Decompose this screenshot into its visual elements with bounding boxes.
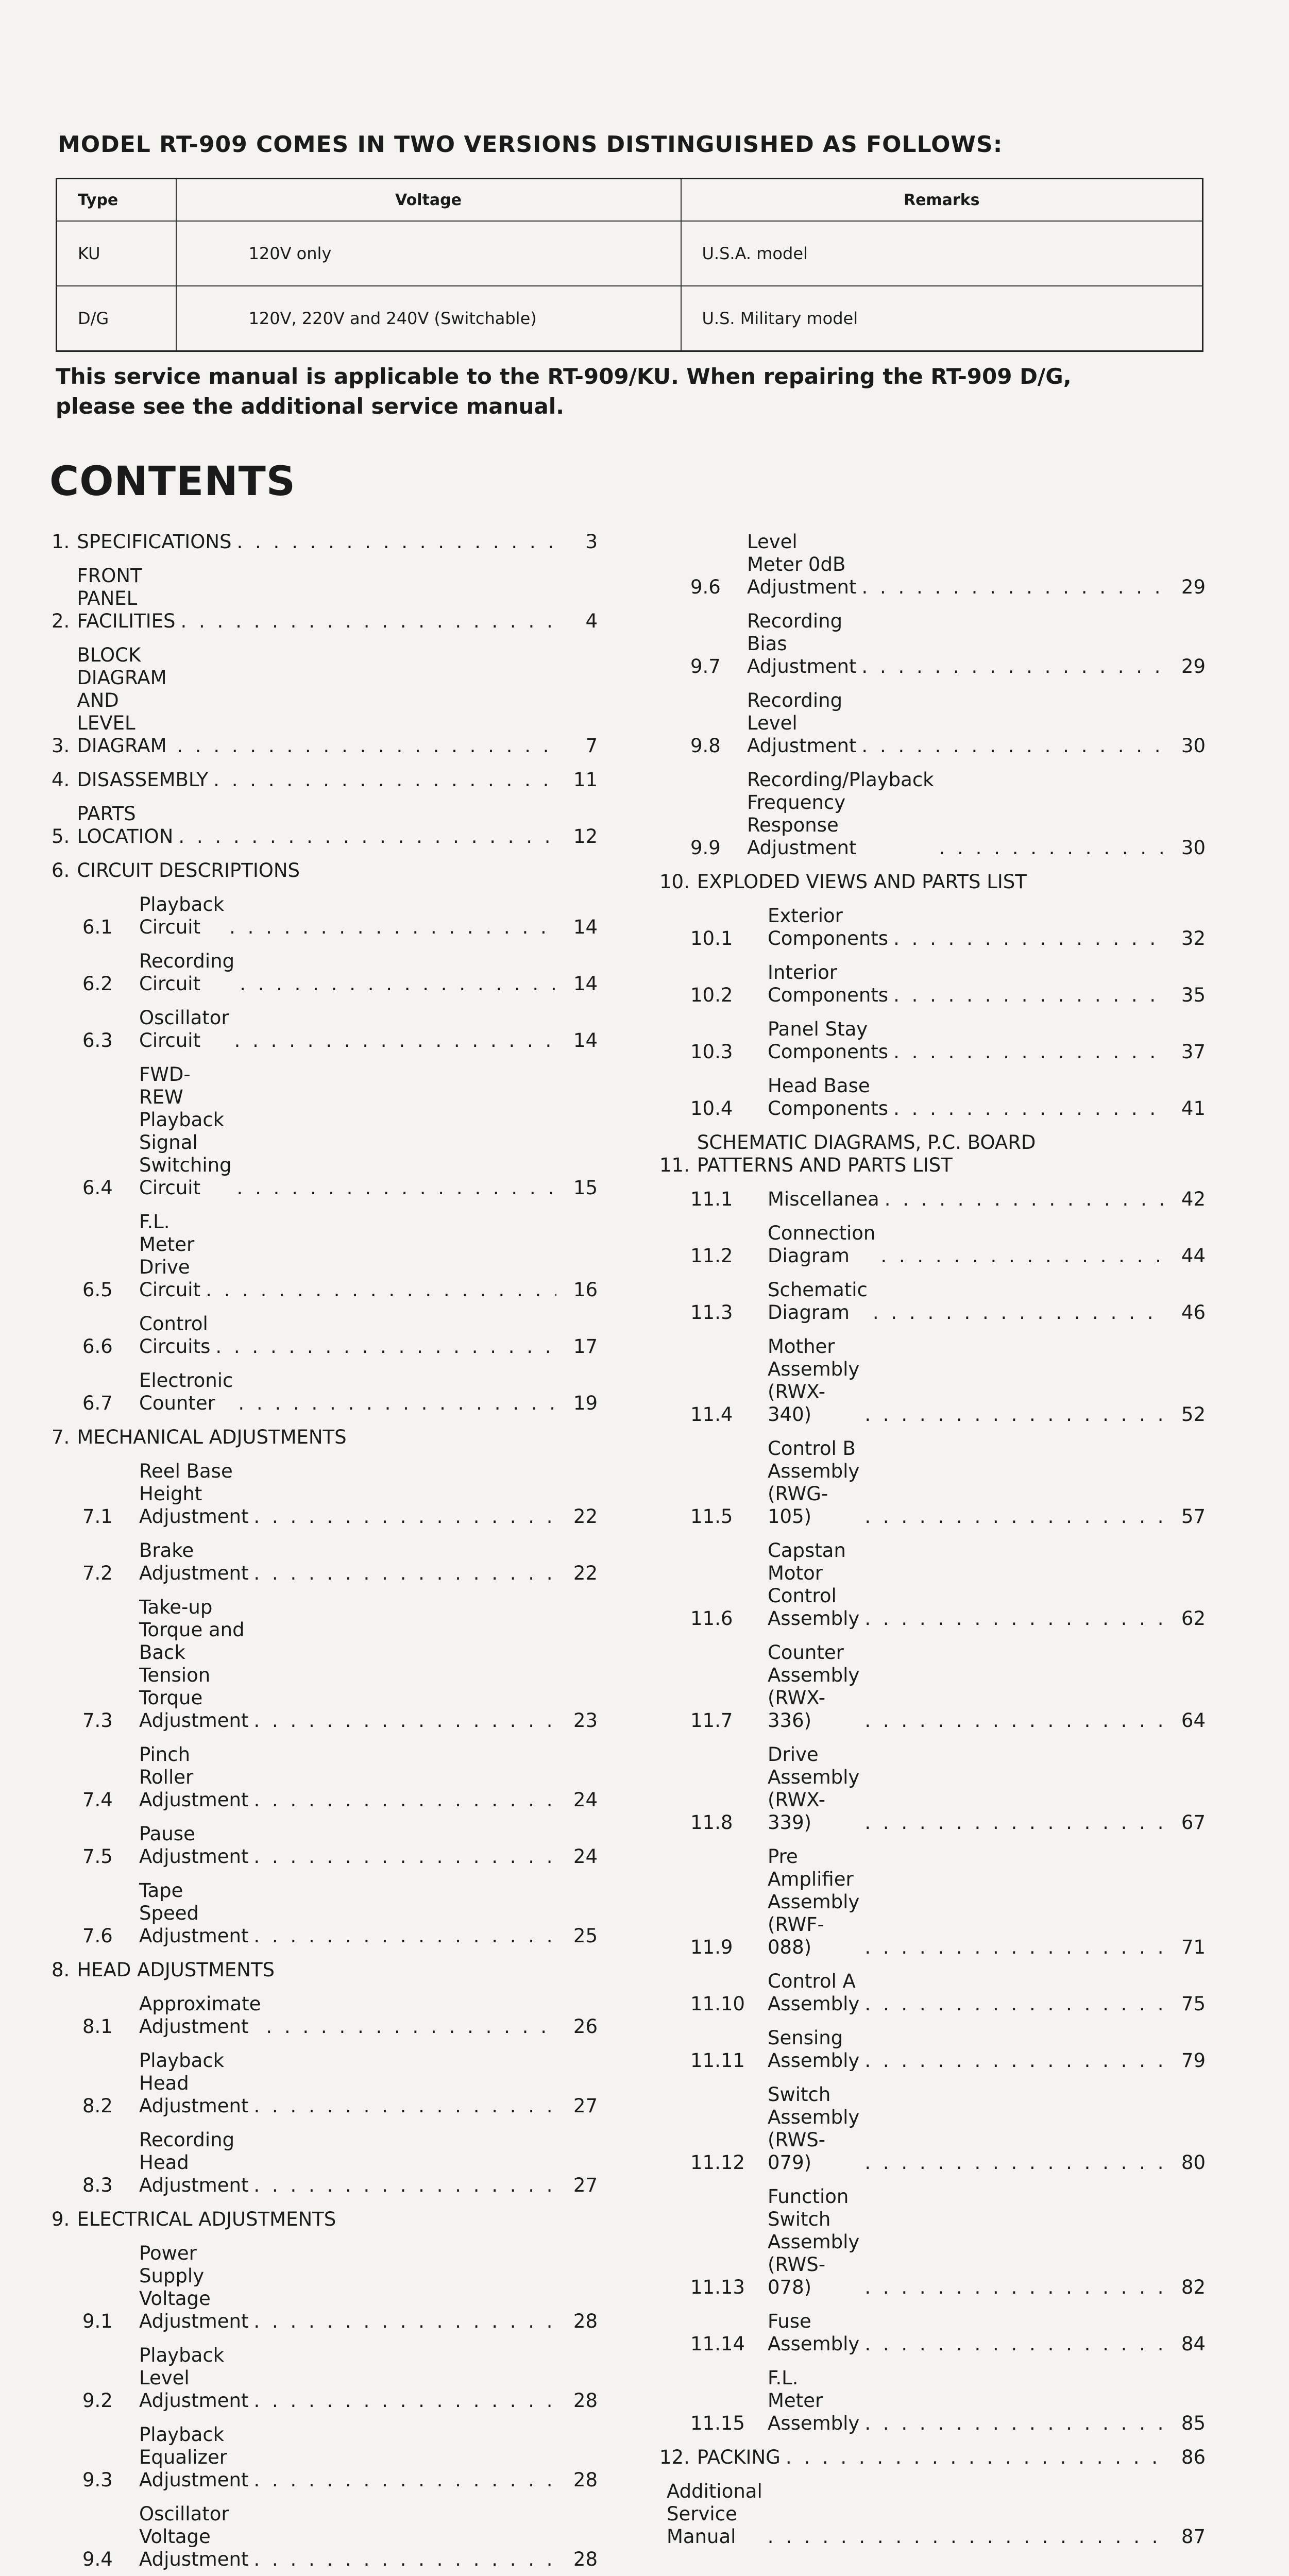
toc-entry-title: Playback Level Adjustment: [139, 2344, 249, 2412]
toc-entry-number: 6.6: [82, 1335, 113, 1358]
toc-entry-page: 22: [573, 1505, 598, 1528]
toc-entry-title: Tape Speed Adjustment: [139, 1879, 249, 1947]
toc-leader-dots: [861, 655, 1164, 678]
toc-entry-title: DISASSEMBLY: [77, 769, 209, 791]
toc-left-column: [52, 531, 598, 2576]
toc-entry: [659, 689, 1206, 757]
toc-leader-dots: [253, 1505, 556, 1528]
versions-heading: MODEL RT-909 COMES IN TWO VERSIONS DISTINGUISHED AS FOLLOWS:: [58, 131, 1003, 158]
toc-leader-dots: [864, 1403, 1164, 1426]
toc-entry-number: 7.6: [82, 1925, 113, 1947]
toc-leader-dots: [253, 2310, 556, 2333]
toc-entry: [659, 871, 1206, 893]
toc-entry: [52, 2129, 598, 2197]
toc-entry: [659, 2310, 1206, 2355]
toc-leader-dots: [253, 1845, 556, 1868]
toc-leader-dots: [237, 531, 556, 553]
toc-entry-number: 11.6: [690, 1607, 733, 1630]
toc-entry-number: 8.3: [82, 2174, 113, 2196]
toc-entry-number: 10.1: [690, 927, 733, 950]
toc-entry-title: Control B Assembly (RWG-105): [768, 1437, 860, 1528]
toc-entry: [52, 1426, 598, 1449]
toc-entry-title: SCHEMATIC DIAGRAMS, P.C. BOARD PATTERNS AND PARTS LIST: [697, 1131, 1036, 1176]
toc-entry-number: 6.4: [82, 1177, 113, 1199]
toc-entry-number: 9.8: [690, 735, 721, 757]
toc-leader-dots: [237, 1177, 556, 1199]
toc-leader-dots: [253, 2389, 556, 2412]
toc-entry-page: 75: [1181, 1993, 1206, 2015]
toc-entry-number: 6.2: [82, 973, 113, 995]
toc-entry-title: CIRCUIT DESCRIPTIONS: [77, 859, 300, 882]
toc-entry-title: Exterior Components: [768, 905, 889, 950]
toc-entry-number: 7.2: [82, 1562, 113, 1584]
toc-entry: [52, 803, 598, 848]
toc-entry: [659, 1222, 1206, 1267]
toc-entry-title: Oscillator Voltage Adjustment: [139, 2503, 249, 2570]
toc-entry: [52, 859, 598, 882]
cell-type: KU: [57, 221, 176, 286]
toc-entry-title: Connection Diagram: [768, 1222, 876, 1267]
toc-leader-dots: [861, 576, 1164, 599]
toc-entry-number: 2.: [52, 610, 70, 632]
toc-entry-title: Function Switch Assembly (RWS-078): [768, 2185, 860, 2298]
toc-entry-page: 22: [573, 1562, 598, 1584]
toc-entry-title: Head Base Components: [768, 1075, 889, 1120]
toc-leader-dots: [181, 610, 556, 633]
toc-entry: [659, 1075, 1206, 1120]
toc-entry: [659, 2027, 1206, 2072]
toc-entry-title: F.L. Meter Assembly: [768, 2367, 860, 2434]
toc-entry-number: 11.10: [690, 1993, 745, 2015]
toc-entry-number: 8.: [52, 1959, 70, 1981]
toc-entry-page: 64: [1181, 1709, 1206, 1732]
toc-entry-number: 7.4: [82, 1789, 113, 1811]
toc-leader-dots: [864, 1607, 1164, 1630]
toc-entry: [659, 2083, 1206, 2174]
toc-entry-title: Oscillator Circuit: [139, 1007, 229, 1052]
toc-leader-dots: [864, 2276, 1164, 2299]
toc-entry: [52, 1211, 598, 1301]
toc-entry-page: 80: [1181, 2151, 1206, 2174]
toc-leader-dots: [215, 1335, 556, 1358]
toc-entry-page: 27: [573, 2174, 598, 2196]
toc-leader-dots: [253, 2469, 556, 2492]
table-row: [57, 286, 1203, 351]
toc-entry: [659, 1437, 1206, 1528]
toc-entry-number: 11.5: [690, 1505, 733, 1528]
toc-entry-title: Take-up Torque and Back Tension Torque Adjustment: [139, 1596, 249, 1732]
toc-leader-dots: [253, 1709, 556, 1732]
toc-entry-title: Capstan Motor Control Assembly: [768, 1539, 860, 1630]
toc-entry: [52, 1959, 598, 1981]
toc-entry-number: 7.: [52, 1426, 70, 1448]
toc-leader-dots: [786, 2446, 1164, 2469]
toc-entry-page: 11: [573, 769, 598, 791]
toc-entry-number: 6.7: [82, 1392, 113, 1414]
toc-entry-number: 9.3: [82, 2469, 113, 2491]
toc-entry: [52, 1313, 598, 1358]
toc-entry: [52, 1993, 598, 2038]
toc-leader-dots: [864, 2049, 1164, 2072]
toc-entry-number: 5.: [52, 825, 70, 848]
toc-entry: [659, 905, 1206, 950]
toc-entry-title: MECHANICAL ADJUSTMENTS: [77, 1426, 347, 1448]
toc-entry-title: SPECIFICATIONS: [77, 531, 232, 553]
toc-entry: [52, 1063, 598, 1199]
toc-entry-page: 52: [1181, 1403, 1206, 1426]
toc-entry-number: 11.14: [690, 2333, 745, 2355]
toc-entry-number: 9.9: [690, 837, 721, 859]
toc-entry-page: 87: [1181, 2526, 1206, 2548]
toc-entry-title: Approximate Adjustment: [139, 1993, 261, 2038]
toc-leader-dots: [253, 2095, 556, 2117]
toc-entry-page: 28: [573, 2310, 598, 2332]
toc-entry-number: 10.3: [690, 1041, 733, 1063]
toc-entry-page: 14: [573, 1029, 598, 1052]
toc-entry-title: PACKING: [697, 2446, 781, 2468]
toc-entry-page: 7: [585, 735, 598, 757]
toc-entry: [52, 1539, 598, 1585]
toc-entry-number: 3.: [52, 735, 70, 757]
toc-entry-page: 42: [1181, 1188, 1206, 1210]
toc-entry-page: 24: [573, 1789, 598, 1811]
toc-entry: [659, 1279, 1206, 1324]
toc-entry-title: Recording Level Adjustment: [747, 689, 857, 757]
toc-entry-title: Schematic Diagram: [768, 1279, 868, 1324]
toc-entry: [659, 1131, 1206, 1177]
toc-entry: [659, 1335, 1206, 1426]
toc-leader-dots: [177, 735, 556, 757]
toc-entry: [52, 2208, 598, 2231]
toc-entry-title: Pre Amplifier Assembly (RWF-088): [768, 1845, 860, 1958]
toc-entry-title: PARTS LOCATION: [77, 803, 174, 848]
toc-leader-dots: [864, 2333, 1164, 2355]
toc-entry-title: Playback Head Adjustment: [139, 2049, 249, 2117]
toc-entry-title: Miscellanea: [768, 1188, 879, 1210]
toc-leader-dots: [864, 1811, 1164, 1834]
table-row: [57, 221, 1203, 286]
toc-entry: [52, 1823, 598, 1868]
toc-entry-title: HEAD ADJUSTMENTS: [77, 1959, 275, 1981]
toc-entry-number: 7.5: [82, 1845, 113, 1868]
toc-entry-number: 8.2: [82, 2095, 113, 2117]
toc-entry: [52, 769, 598, 791]
toc-leader-dots: [893, 927, 1164, 950]
toc-leader-dots: [864, 1993, 1164, 2015]
toc-entry-page: 82: [1181, 2276, 1206, 2298]
toc-entry-number: 4.: [52, 769, 70, 791]
toc-leader-dots: [873, 1301, 1164, 1324]
toc-entry-number: 11.2: [690, 1245, 733, 1267]
toc-entry: [52, 1460, 598, 1528]
toc-entry-page: 24: [573, 1845, 598, 1868]
toc-entry-page: 37: [1181, 1041, 1206, 1063]
toc-entry-page: 28: [573, 2548, 598, 2570]
toc-entry-page: 32: [1181, 927, 1206, 950]
toc-entry-page: 29: [1181, 576, 1206, 598]
toc-leader-dots: [229, 916, 556, 939]
toc-entry-title: Fuse Assembly: [768, 2310, 860, 2355]
toc-entry-title: Reel Base Height Adjustment: [139, 1460, 249, 1528]
toc-entry: [659, 1743, 1206, 1834]
header-voltage: Voltage: [176, 179, 681, 222]
toc-leader-dots: [253, 2548, 556, 2571]
toc-entry: [52, 893, 598, 939]
toc-entry-title: ELECTRICAL ADJUSTMENTS: [77, 2208, 336, 2230]
toc-entry-title: Brake Adjustment: [139, 1539, 249, 1584]
toc-entry: [52, 644, 598, 757]
contents-title: CONTENTS: [49, 459, 296, 505]
toc-entry-page: 19: [573, 1392, 598, 1414]
toc-leader-dots: [864, 2412, 1164, 2435]
toc-entry-page: 26: [573, 2015, 598, 2038]
toc-entry-number: 8.1: [82, 2015, 113, 2038]
toc-leader-dots: [238, 1392, 556, 1415]
toc-entry-title: Playback Equalizer Adjustment: [139, 2424, 249, 2491]
toc-entry-title: Drive Assembly (RWX-339): [768, 1743, 860, 1834]
toc-entry-page: 17: [573, 1335, 598, 1358]
toc-entry: [52, 1007, 598, 1052]
toc-entry: [52, 2503, 598, 2571]
toc-entry-page: 84: [1181, 2333, 1206, 2355]
toc-entry-number: 10.4: [690, 1097, 733, 1120]
toc-entry-page: 23: [573, 1709, 598, 1732]
toc-entry: [52, 1879, 598, 1947]
toc-entry: [659, 610, 1206, 678]
toc-entry-number: 6.3: [82, 1029, 113, 1052]
toc-entry-title: Pause Adjustment: [139, 1823, 249, 1868]
toc-entry-page: 57: [1181, 1505, 1206, 1528]
toc-entry-number: 9.6: [690, 576, 721, 598]
toc-entry-number: 11.11: [690, 2049, 745, 2072]
toc-entry-number: 7.1: [82, 1505, 113, 1528]
cell-remarks: U.S. Military model: [681, 286, 1203, 351]
toc-entry-title: Playback Circuit: [139, 893, 225, 938]
toc-leader-dots: [178, 825, 556, 848]
toc-entry-title: Recording Circuit: [139, 950, 235, 995]
toc-entry-page: 86: [1181, 2446, 1206, 2468]
toc-entry-title: Level Meter 0dB Adjustment: [747, 531, 857, 598]
toc-entry-number: 9.7: [690, 655, 721, 677]
toc-entry-page: 62: [1181, 1607, 1206, 1630]
toc-entry-title: Counter Assembly (RWX-336): [768, 1641, 860, 1732]
toc-entry-page: 44: [1181, 1245, 1206, 1267]
toc-entry-number: 11.13: [690, 2276, 745, 2298]
toc-entry: [659, 1018, 1206, 1063]
toc-entry-title: F.L. Meter Drive Circuit: [139, 1211, 201, 1301]
toc-entry-title: Recording Head Adjustment: [139, 2129, 249, 2196]
versions-table: [56, 178, 1203, 352]
toc-entry: [659, 2367, 1206, 2435]
toc-entry-title: Switch Assembly (RWS-079): [768, 2083, 860, 2174]
toc-leader-dots: [864, 1505, 1164, 1528]
toc-entry-number: 11.1: [690, 1188, 733, 1210]
toc-entry: [659, 1970, 1206, 2015]
toc-entry-title: Recording Bias Adjustment: [747, 610, 857, 677]
toc-entry-number: 10.2: [690, 984, 733, 1006]
toc-entry-number: 6.1: [82, 916, 113, 938]
toc-entry-page: 46: [1181, 1301, 1206, 1324]
toc-entry-number: 11.: [659, 1154, 690, 1176]
toc-entry-number: 7.3: [82, 1709, 113, 1732]
toc-entry-title: Sensing Assembly: [768, 2027, 860, 2072]
toc-entry-title: Panel Stay Components: [768, 1018, 889, 1063]
toc-leader-dots: [253, 2174, 556, 2197]
toc-entry-page: 16: [573, 1279, 598, 1301]
toc-leader-dots: [253, 1562, 556, 1585]
toc-entry-number: 11.12: [690, 2151, 745, 2174]
toc-entry-number: 9.1: [82, 2310, 113, 2332]
toc-entry-title: Control Circuits: [139, 1313, 211, 1358]
toc-entry-page: 28: [573, 2469, 598, 2491]
toc-leader-dots: [234, 1029, 556, 1052]
toc-entry-title: FWD-REW Playback Signal Switching Circuit: [139, 1063, 232, 1199]
toc-entry-number: 6.: [52, 859, 70, 882]
toc-entry-title: Recording/Playback Frequency Response Adjustment: [747, 769, 934, 859]
service-note: This service manual is applicable to the RT-909/KU. When repairing the RT-909 D/G, please see the additional service manual.: [56, 364, 1072, 419]
toc-entry: [52, 531, 598, 553]
toc-entry-page: 3: [585, 531, 598, 553]
toc-entry: [659, 1188, 1206, 1211]
toc-entry-number: 11.8: [690, 1811, 733, 1834]
toc-entry: [659, 1539, 1206, 1630]
toc-entry-number: 10.: [659, 871, 690, 893]
toc-entry-number: 9.4: [82, 2548, 113, 2570]
toc-entry-title: Power Supply Voltage Adjustment: [139, 2242, 249, 2332]
toc-entry-page: 85: [1181, 2412, 1206, 2434]
toc-entry-number: 6.5: [82, 1279, 113, 1301]
toc-entry-page: 30: [1181, 837, 1206, 859]
toc-entry-number: 11.3: [690, 1301, 733, 1324]
toc-entry-page: 79: [1181, 2049, 1206, 2072]
toc-entry-page: 27: [573, 2095, 598, 2117]
cell-remarks: U.S.A. model: [681, 221, 1203, 286]
toc-entry-page: 28: [573, 2389, 598, 2412]
toc-entry-title: Electronic Counter: [139, 1369, 233, 1414]
header-type: Type: [57, 179, 176, 222]
toc-entry-page: 67: [1181, 1811, 1206, 1834]
toc-entry: [659, 769, 1206, 859]
toc-leader-dots: [893, 1041, 1164, 1063]
toc-right-column: [659, 531, 1206, 2560]
toc-entry-number: 12.: [659, 2446, 690, 2468]
toc-entry-title: Pinch Roller Adjustment: [139, 1743, 249, 1811]
toc-entry-page: 15: [573, 1177, 598, 1199]
toc-leader-dots: [939, 837, 1164, 859]
toc-entry-number: 11.4: [690, 1403, 733, 1426]
cell-voltage: 120V, 220V and 240V (Switchable): [176, 286, 681, 351]
toc-entry-page: 4: [585, 610, 598, 632]
toc-entry-page: 41: [1181, 1097, 1206, 1120]
toc-leader-dots: [864, 2151, 1164, 2174]
toc-entry-title: Interior Components: [768, 961, 889, 1006]
toc-leader-dots: [206, 1279, 556, 1301]
toc-leader-dots: [861, 735, 1164, 757]
toc-entry-title: FRONT PANEL FACILITIES: [77, 565, 176, 632]
toc-entry: [52, 2242, 598, 2333]
toc-entry-number: 11.9: [690, 1936, 733, 1958]
toc-entry-number: 9.: [52, 2208, 70, 2230]
toc-leader-dots: [240, 973, 556, 995]
toc-entry: [52, 2049, 598, 2117]
toc-leader-dots: [885, 1188, 1164, 1211]
toc-leader-dots: [266, 2015, 556, 2038]
toc-entry: [52, 2424, 598, 2492]
toc-entry: [52, 1743, 598, 1811]
toc-entry: [52, 950, 598, 995]
toc-entry: [52, 2344, 598, 2412]
toc-entry-number: 1.: [52, 531, 70, 553]
toc-entry-title: EXPLODED VIEWS AND PARTS LIST: [697, 871, 1027, 893]
toc-leader-dots: [880, 1245, 1164, 1267]
toc-entry: [659, 1845, 1206, 1959]
toc-entry-title: BLOCK DIAGRAM AND LEVEL DIAGRAM: [77, 644, 167, 757]
toc-leader-dots: [253, 1789, 556, 1811]
toc-entry-page: 35: [1181, 984, 1206, 1006]
toc-entry: [52, 565, 598, 633]
toc-entry: [659, 531, 1206, 599]
toc-entry-number: 11.15: [690, 2412, 745, 2434]
toc-entry-number: 9.2: [82, 2389, 113, 2412]
toc-entry-page: 29: [1181, 655, 1206, 677]
toc-entry: [659, 2446, 1206, 2469]
toc-leader-dots: [213, 769, 556, 791]
toc-entry-page: 12: [573, 825, 598, 848]
toc-entry-title: Additional Service Manual: [667, 2480, 762, 2548]
toc-entry-title: Control A Assembly: [768, 1970, 860, 2015]
toc-entry: [52, 1596, 598, 1732]
toc-entry: [659, 2185, 1206, 2299]
toc-entry: [52, 1369, 598, 1415]
toc-entry-number: 11.7: [690, 1709, 733, 1732]
toc-leader-dots: [893, 984, 1164, 1007]
toc-leader-dots: [768, 2526, 1164, 2548]
toc-entry-title: Mother Assembly (RWX-340): [768, 1335, 860, 1426]
toc-leader-dots: [864, 1709, 1164, 1732]
toc-entry: [659, 2480, 1206, 2548]
toc-leader-dots: [893, 1097, 1164, 1120]
toc-entry-page: 71: [1181, 1936, 1206, 1958]
header-remarks: Remarks: [681, 179, 1203, 222]
toc-entry-page: 14: [573, 916, 598, 938]
toc-leader-dots: [864, 1936, 1164, 1959]
versions-table-header: [57, 179, 1203, 222]
cell-type: D/G: [57, 286, 176, 351]
toc-entry: [659, 1641, 1206, 1732]
toc-entry-page: 14: [573, 973, 598, 995]
toc-entry-page: 30: [1181, 735, 1206, 757]
toc-leader-dots: [253, 1925, 556, 1947]
toc-entry: [659, 961, 1206, 1007]
toc-entry-page: 25: [573, 1925, 598, 1947]
cell-voltage: 120V only: [176, 221, 681, 286]
